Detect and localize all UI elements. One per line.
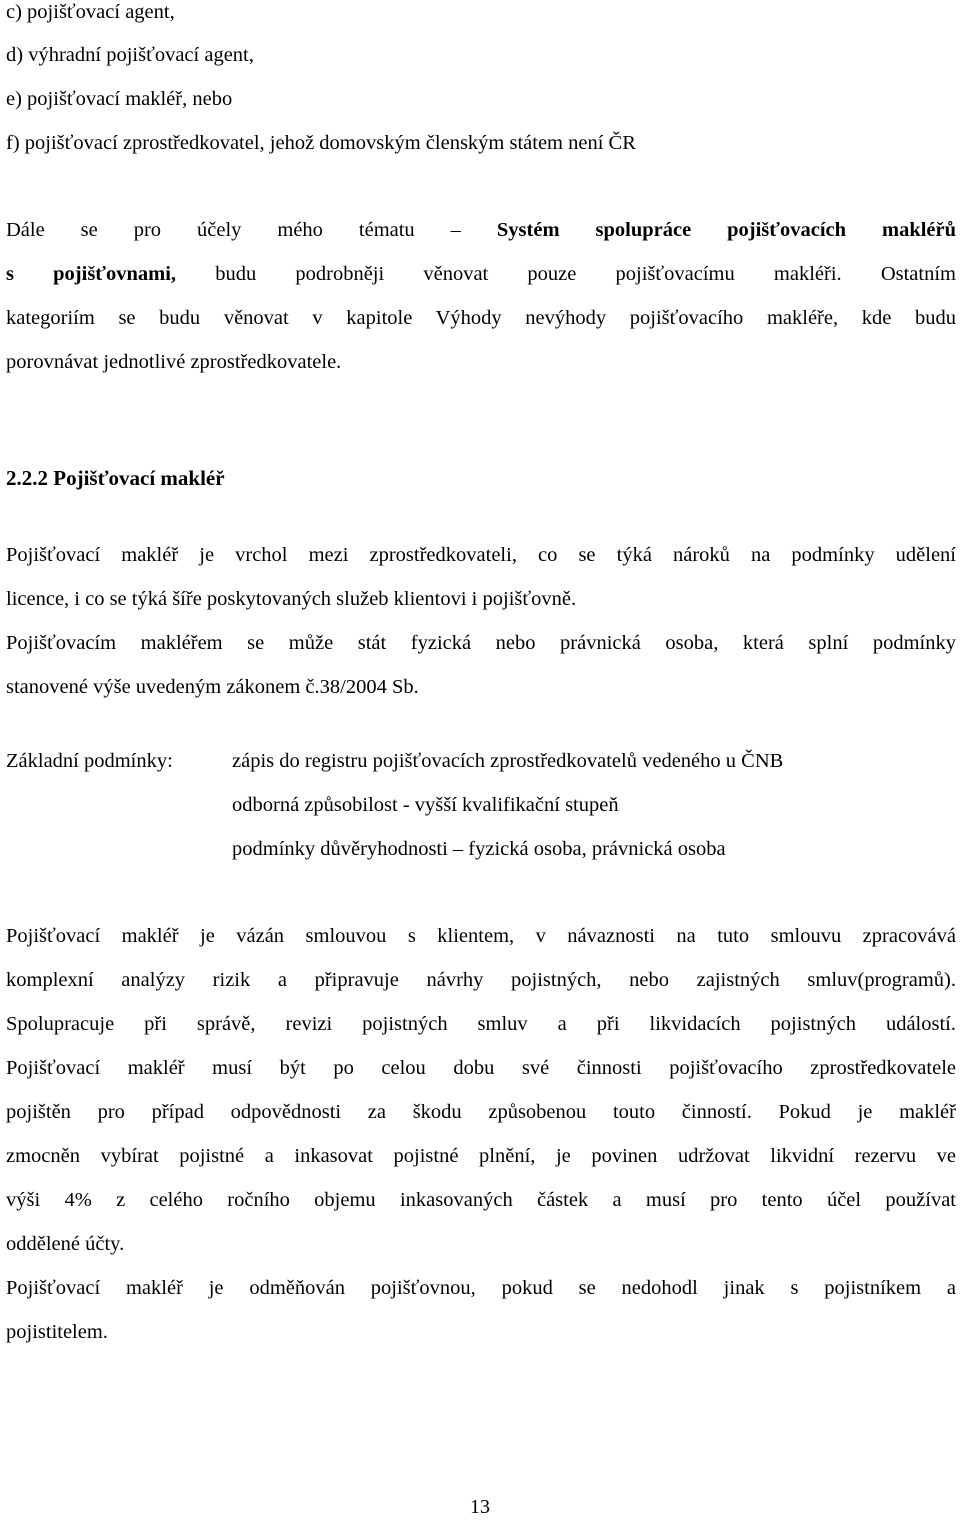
list-item-f: f) pojišťovací zprostředkovatel, jehož domovským členským státem není ČR [6,132,636,154]
paragraph-2-line-2: licence, i co se týká šíře poskytovaných služeb klientovi i pojišťovně. [6,588,577,610]
list-item-d: d) výhradní pojišťovací agent, [6,44,254,66]
paragraph-3-line-4: Pojišťovací makléř musí být po celou dobu své činnosti pojišťovacího zprostředkovatele [6,1057,956,1079]
text-run: budu podrobněji věnovat pouze pojišťovacímu makléři. Ostatním [176,263,956,285]
condition-item-1: zápis do registru pojišťovacích zprostředkovatelů vedeného u ČNB [232,750,784,772]
paragraph-4-line-2: pojistitelem. [6,1321,108,1343]
paragraph-1-line-1 [6,218,956,242]
section-heading: 2.2.2 Pojišťovací makléř [6,466,225,490]
paragraph-3-line-6: zmocněn vybírat pojistné a inkasovat pojistné plnění, je povinen udržovat likvidní rezervu ve [6,1145,956,1167]
page-number: 13 [470,1496,490,1518]
paragraph-1-line-3: kategoriím se budu věnovat v kapitole Výhody nevýhody pojišťovacího makléře, kde budu [6,307,956,329]
paragraph-3-line-1: Pojišťovací makléř je vázán smlouvou s klientem, v návaznosti na tuto smlouvu zpracovává [6,925,956,947]
list-item-c: c) pojišťovací agent, [6,1,175,23]
conditions-label: Základní podmínky: [6,750,173,772]
paragraph-2-line-4: stanovené výše uvedeným zákonem č.38/2004 Sb. [6,676,419,698]
paragraph-3-line-2: komplexní analýzy rizik a připravuje návrhy pojistných, nebo zajistných smluv(programů). [6,969,956,991]
paragraph-2-line-1: Pojišťovací makléř je vrchol mezi zprostředkovateli, co se týká nároků na podmínky udělení [6,544,956,566]
text-run: Dále se pro účely mého tématu – [6,219,497,241]
paragraph-3-line-5: pojištěn pro případ odpovědnosti za škodu způsobenou touto činností. Pokud je makléř [6,1101,956,1123]
paragraph-4-line-1: Pojišťovací makléř je odměňován pojišťovnou, pokud se nedohodl jinak s pojistníkem a [6,1277,956,1299]
topic-title-bold: Systém spolupráce pojišťovacích makléřů [496,219,957,241]
paragraph-2-line-3: Pojišťovacím makléřem se může stát fyzická nebo právnická osoba, která splní podmínky [6,632,956,654]
paragraph-3-line-3: Spolupracuje při správě, revizi pojistných smluv a při likvidacích pojistných událostí. [6,1013,956,1035]
paragraph-1-line-4: porovnávat jednotlivé zprostředkovatele. [6,351,342,373]
paragraph-3-line-7: výši 4% z celého ročního objemu inkasovaných částek a musí pro tento účel používat [6,1189,956,1211]
list-item-e: e) pojišťovací makléř, nebo [6,88,233,110]
topic-title-bold-cont: s pojišťovnami, [6,263,177,285]
paragraph-1-line-2 [6,262,956,286]
paragraph-3-line-8: oddělené účty. [6,1233,125,1255]
condition-item-3: podmínky důvěryhodnosti – fyzická osoba, právnická osoba [232,838,726,860]
condition-item-2: odborná způsobilost - vyšší kvalifikační stupeň [232,794,619,816]
